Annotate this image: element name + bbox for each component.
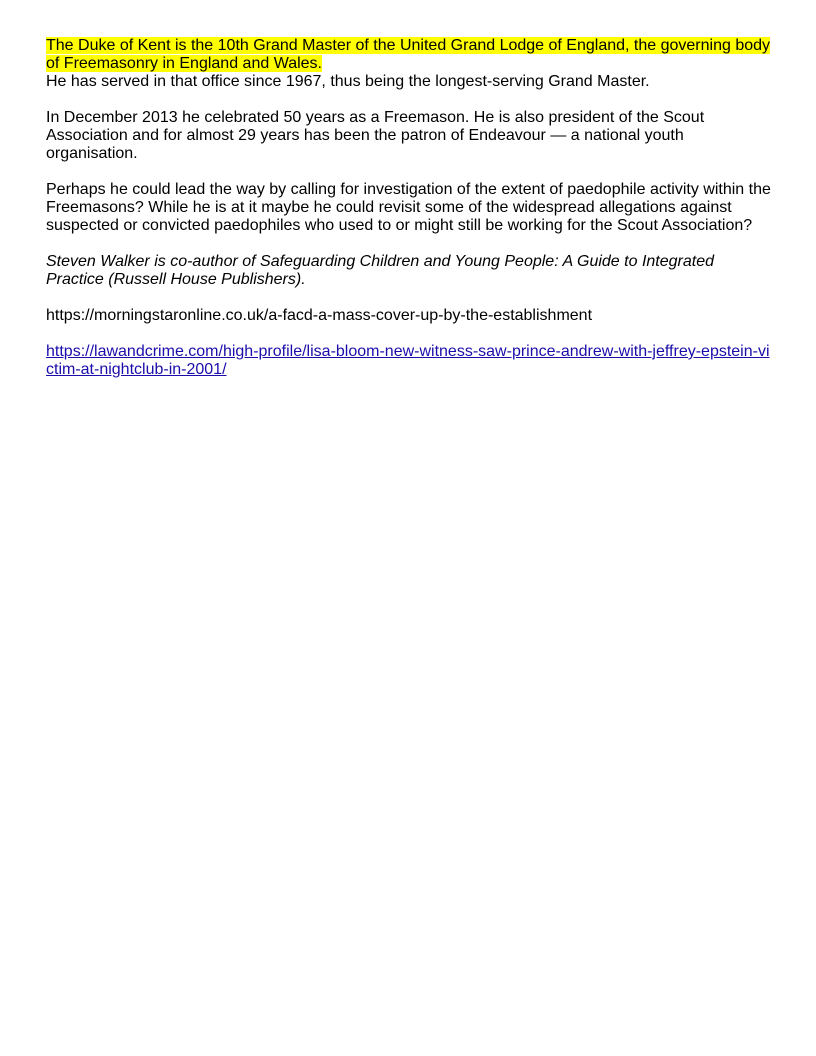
highlighted-intro-text: The Duke of Kent is the 10th Grand Master of the United Grand Lodge of England, the governing body of Freemasonry in England and Wales. bbox=[46, 37, 771, 72]
anniversary-paragraph: In December 2013 he celebrated 50 years as a Freemason. He is also president of the Scout Association and for almost 29 years has been the patron of Endeavour — a national youth organisation. bbox=[46, 109, 705, 162]
source-link[interactable]: https://lawandcrime.com/high-profile/lisa-bloom-new-witness-saw-prince-andrew-with-jeffrey-epstein-victim-at-nightclub-in-2001/ bbox=[46, 343, 770, 378]
document-page bbox=[46, 37, 774, 379]
paragraph-spacer bbox=[46, 91, 774, 109]
paragraph-spacer bbox=[46, 163, 774, 181]
paragraph-spacer bbox=[46, 325, 774, 343]
intro-paragraph bbox=[46, 37, 774, 73]
call-to-action-paragraph: Perhaps he could lead the way by calling for investigation of the extent of paedophile activity within the Freemasons? While he is at it maybe he could revisit some of the widespread allegations against suspected or convicted paedophiles who used to or might still be working for the Scout Association? bbox=[46, 181, 771, 234]
paragraph-spacer bbox=[46, 235, 774, 253]
author-note-paragraph: Steven Walker is co-author of Safeguarding Children and Young People: A Guide to Integrated Practice (Russell House Publishers). bbox=[46, 253, 714, 288]
paragraph-spacer bbox=[46, 289, 774, 307]
source-link-paragraph bbox=[46, 343, 774, 379]
source-url-text: https://morningstaronline.co.uk/a-facd-a-mass-cover-up-by-the-establishment bbox=[46, 307, 593, 324]
service-paragraph: He has served in that office since 1967, thus being the longest-serving Grand Master. bbox=[46, 73, 650, 90]
